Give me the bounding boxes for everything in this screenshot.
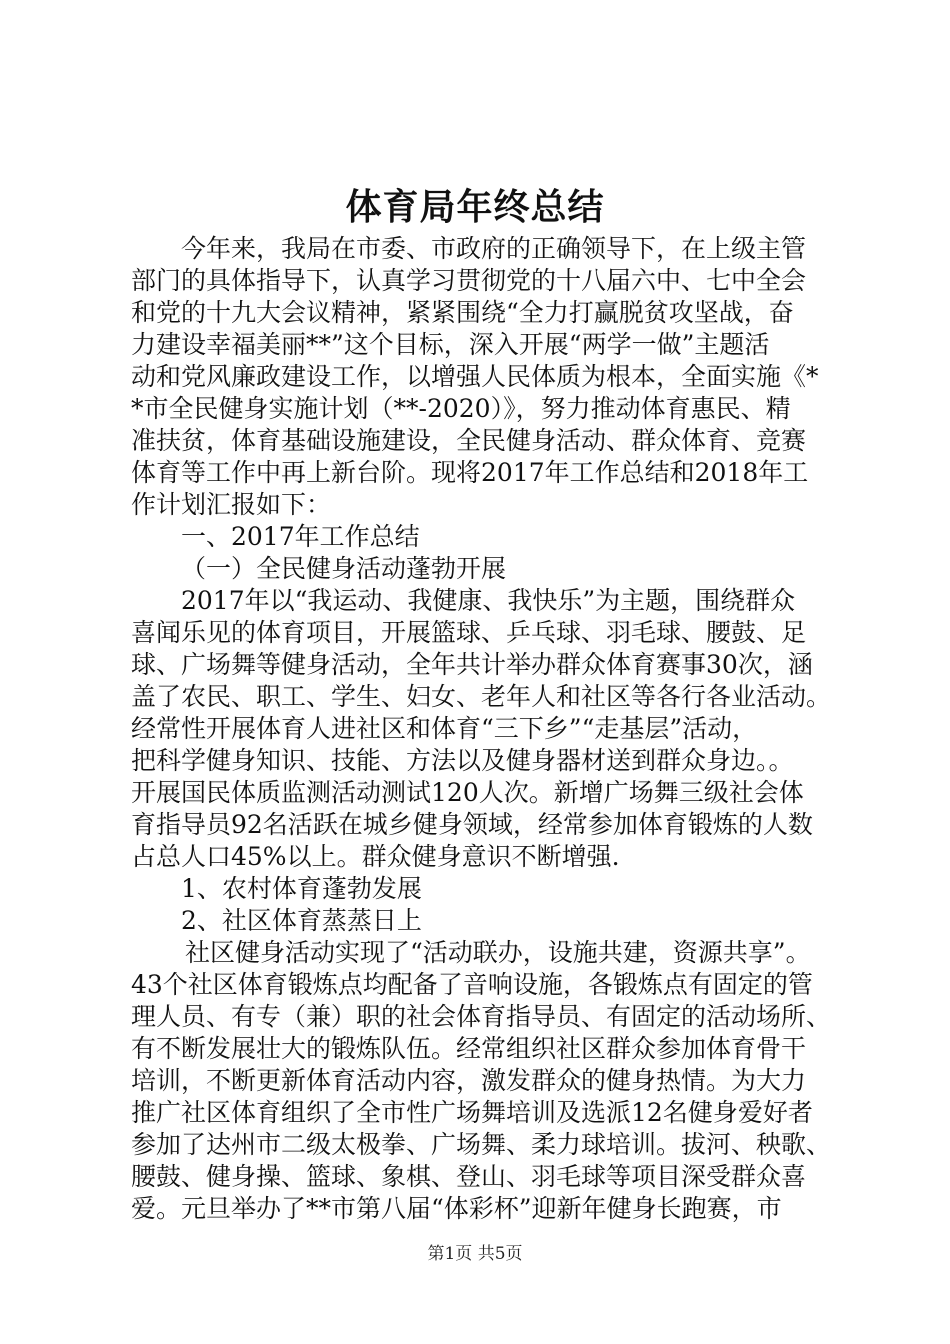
subsection-heading: （一）全民健身活动蓬勃开展: [181, 554, 507, 583]
section-heading: 一、2017年工作总结: [181, 522, 420, 551]
paragraph-line: 占总人口45%以上。群众健身意识不断增强.: [131, 842, 620, 871]
paragraph-line: 培训，不断更新体育活动内容，激发群众的健身热情。为大力: [131, 1066, 807, 1095]
paragraph-line: 参加了达州市二级太极拳、广场舞、柔力球培训。拔河、秧歌、: [131, 1130, 832, 1159]
paragraph-line: 体育等工作中再上新台阶。现将2017年工作总结和2018年工: [131, 458, 809, 487]
paragraph-line: 理人员、有专（兼）职的社会体育指导员、有固定的活动场所、: [131, 1002, 832, 1031]
page-number: 第1页 共5页: [427, 1244, 523, 1264]
document-body: [131, 233, 831, 1225]
paragraph-line: 2017年以“我运动、我健康、我快乐”为主题，围绕群众: [181, 586, 796, 615]
paragraph-line: 开展国民体质监测活动测试120人次。新增广场舞三级社会体: [131, 778, 804, 807]
paragraph-line: 喜闻乐见的体育项目，开展篮球、乒乓球、羽毛球、腰鼓、足: [131, 618, 807, 647]
paragraph-line: 社区健身活动实现了“活动联办，设施共建，资源共享”。: [185, 938, 811, 967]
paragraph-line: 育指导员92名活跃在城乡健身领域，经常参加体育锻炼的人数: [131, 810, 813, 839]
paragraph-line: 推广社区体育组织了全市性广场舞培训及选派12名健身爱好者: [131, 1098, 813, 1127]
paragraph-line: 球、广场舞等健身活动，全年共计举办群众体育赛事30次，涵: [131, 650, 813, 679]
paragraph-line: 力建设幸福美丽**”这个目标，深入开展“两学一做”主题活: [131, 330, 770, 359]
paragraph-line: 今年来，我局在市委、市政府的正确领导下，在上级主管: [181, 234, 807, 263]
paragraph-line: 和党的十九大会议精神，紧紧围绕“全力打赢脱贫攻坚战，奋: [131, 298, 794, 327]
item-heading: 1、农村体育蓬勃发展: [181, 874, 422, 903]
item-heading: 2、社区体育蒸蒸日上: [181, 906, 422, 935]
paragraph-line: 爱。元旦举办了**市第八届“体彩杯”迎新年健身长跑赛，市: [131, 1194, 782, 1223]
paragraph-line: 43个社区体育锻炼点均配备了音响设施，各锻炼点有固定的管: [131, 970, 813, 999]
paragraph-line: 盖了农民、职工、学生、妇女、老年人和社区等各行各业活动。: [131, 682, 832, 711]
paragraph-line: 动和党风廉政建设工作，以增强人民体质为根本，全面实施《*: [131, 362, 819, 391]
paragraph-line: 准扶贫，体育基础设施建设，全民健身活动、群众体育、竞赛: [131, 426, 807, 455]
paragraph-line: 部门的具体指导下，认真学习贯彻党的十八届六中、七中全会: [131, 266, 807, 295]
paragraph-line: 腰鼓、健身操、篮球、象棋、登山、羽毛球等项目深受群众喜: [131, 1162, 807, 1191]
paragraph-line: 把科学健身知识、技能、方法以及健身器材送到群众身边。。: [131, 746, 794, 775]
paragraph-line: 经常性开展体育人进社区和体育“三下乡”“走基层”活动，: [131, 714, 758, 743]
document-title: 体育局年终总结: [345, 186, 605, 228]
paragraph-line: *市全民健身实施计划（**-2020）》，努力推动体育惠民、精: [131, 394, 791, 423]
paragraph-line: 作计划汇报如下：: [131, 490, 332, 519]
paragraph-line: 有不断发展壮大的锻炼队伍。经常组织社区群众参加体育骨干: [131, 1034, 807, 1063]
